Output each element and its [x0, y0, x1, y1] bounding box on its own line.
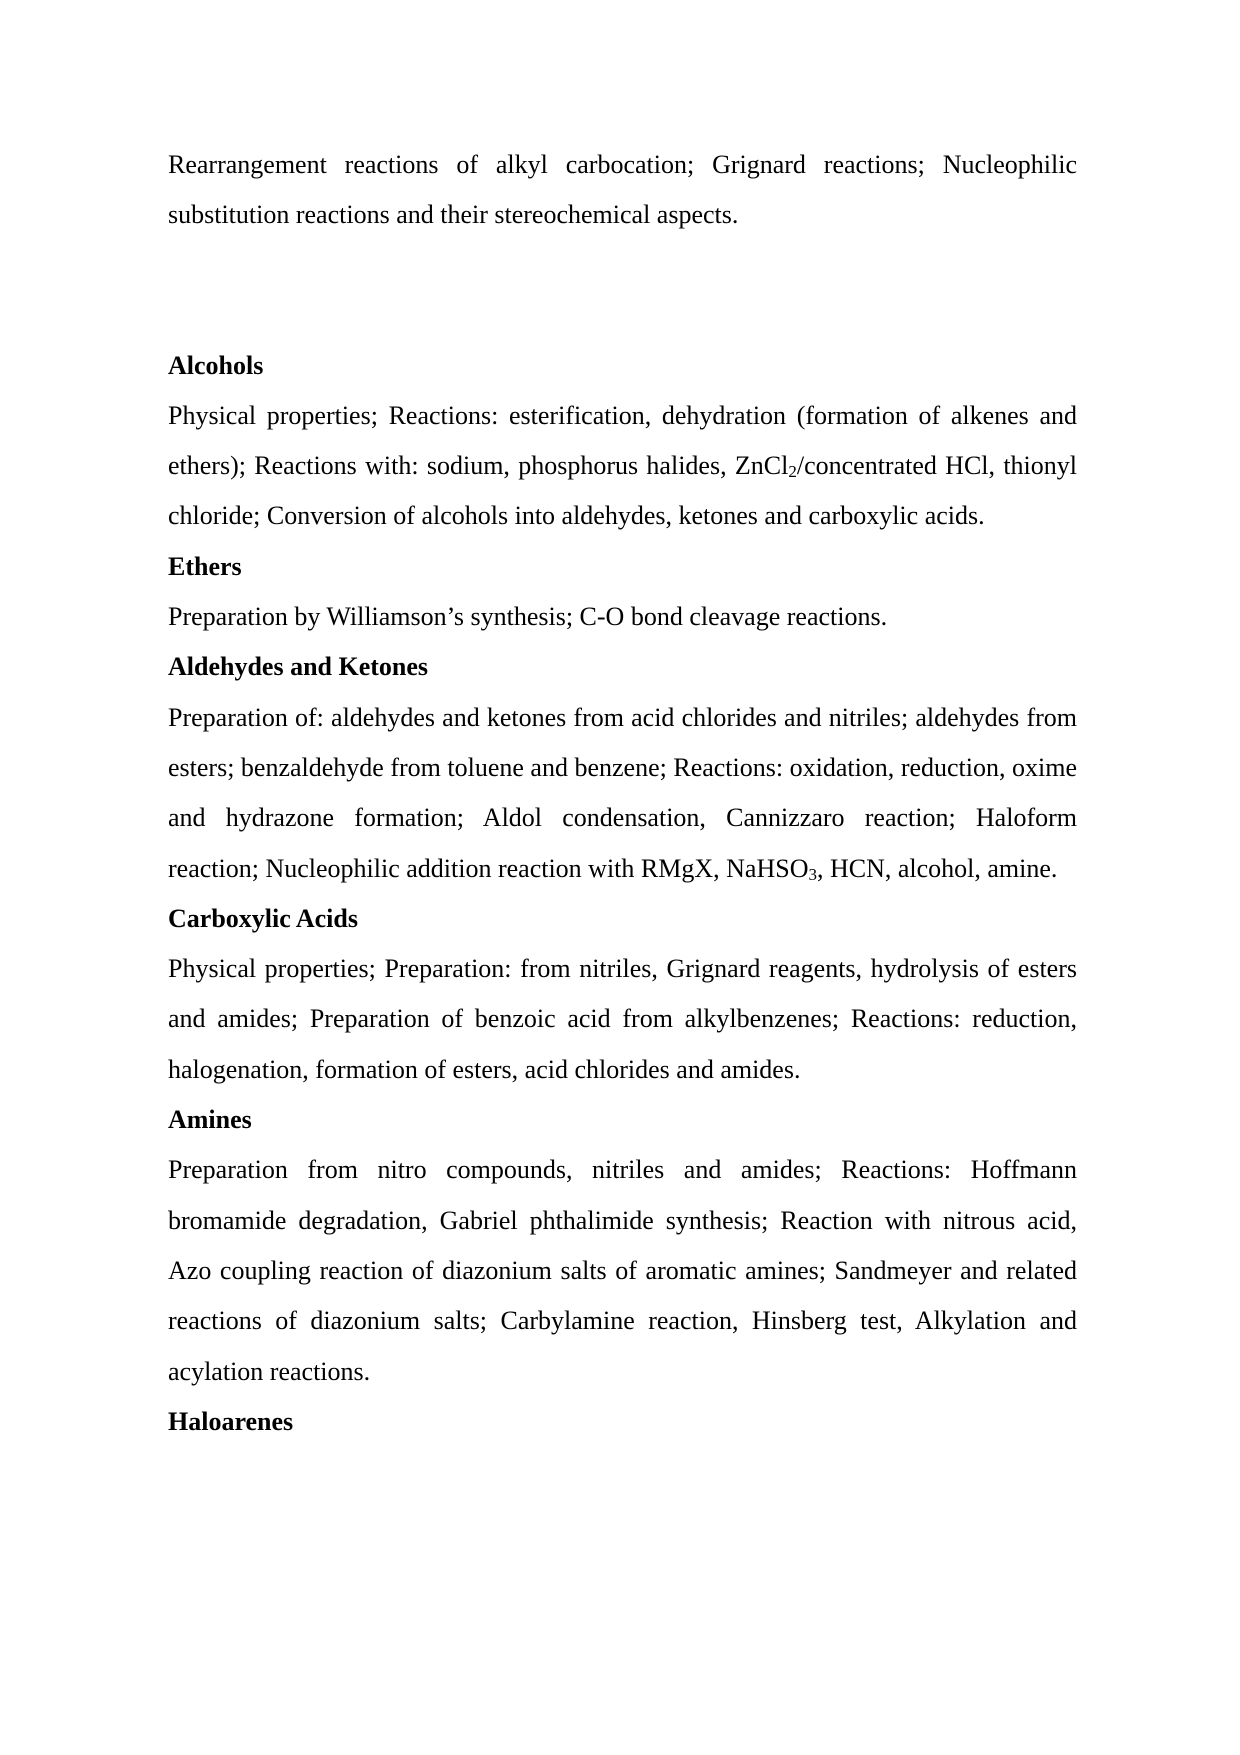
section-carboxylic-acids [168, 894, 1077, 1095]
section-paragraph [168, 693, 1077, 894]
section-heading: Aldehydes and Ketones [168, 652, 429, 682]
paragraph-text: Physical properties; Reactions: esterification, dehydration (formation of alkenes and ethers); Reactions with: sodium, phosphorus halides, ZnCl [168, 400, 1077, 481]
section-paragraph: Preparation from nitro compounds, nitriles and amides; Reactions: Hoffmann bromamide degradation, Gabriel phthalimide synthesis; Reaction with nitrous acid, Azo coupling reaction of diazonium salts of aromatic amines; Sandmeyer and related reactions of diazonium salts; Carbylamine reaction, Hinsberg test, Alkylation and acylation reactions. [168, 1155, 1077, 1386]
section-heading: Alcohols [168, 350, 264, 380]
paragraph-text: , HCN, alcohol, amine. [816, 853, 1058, 883]
section-heading: Haloarenes [168, 1406, 294, 1436]
section-heading: Amines [168, 1105, 252, 1135]
section-alcohols [168, 341, 1077, 542]
paragraph-text: /concentrated HCl, thionyl chloride; Conversion of alcohols into aldehydes, ketones and carboxylic acids. [168, 451, 1077, 531]
section-aldehydes-ketones [168, 642, 1077, 893]
section-spacer [168, 241, 1077, 341]
document-body [168, 140, 1077, 1447]
section-paragraph [168, 391, 1077, 542]
section-heading: Ethers [168, 551, 242, 581]
intro-paragraph: Rearrangement reactions of alkyl carbocation; Grignard reactions; Nucleophilic substitution reactions and their stereochemical aspects. [168, 150, 1077, 230]
section-haloarenes [168, 1397, 1077, 1447]
section-amines [168, 1095, 1077, 1397]
section-heading: Carboxylic Acids [168, 903, 358, 933]
section-ethers [168, 542, 1077, 643]
section-paragraph: Physical properties; Preparation: from nitriles, Grignard reagents, hydrolysis of esters and amides; Preparation of benzoic acid from alkylbenzenes; Reactions: reduction, halogenation, formation of esters, acid chlorides and amides. [168, 954, 1077, 1084]
subscript: 2 [788, 462, 797, 482]
paragraph-text: Preparation of: aldehydes and ketones from acid chlorides and nitriles; aldehydes from esters; benzaldehyde from toluene and benzene; Reactions: oxidation, reduction, oxime and hydrazone formation; Aldol condensation, Cannizzaro reaction; Haloform reaction; Nucleophilic addition reaction with RMgX, NaHSO [168, 702, 1077, 883]
section-paragraph: Preparation by Williamson’s synthesis; C-O bond cleavage reactions. [168, 602, 888, 632]
subscript: 3 [808, 864, 817, 884]
